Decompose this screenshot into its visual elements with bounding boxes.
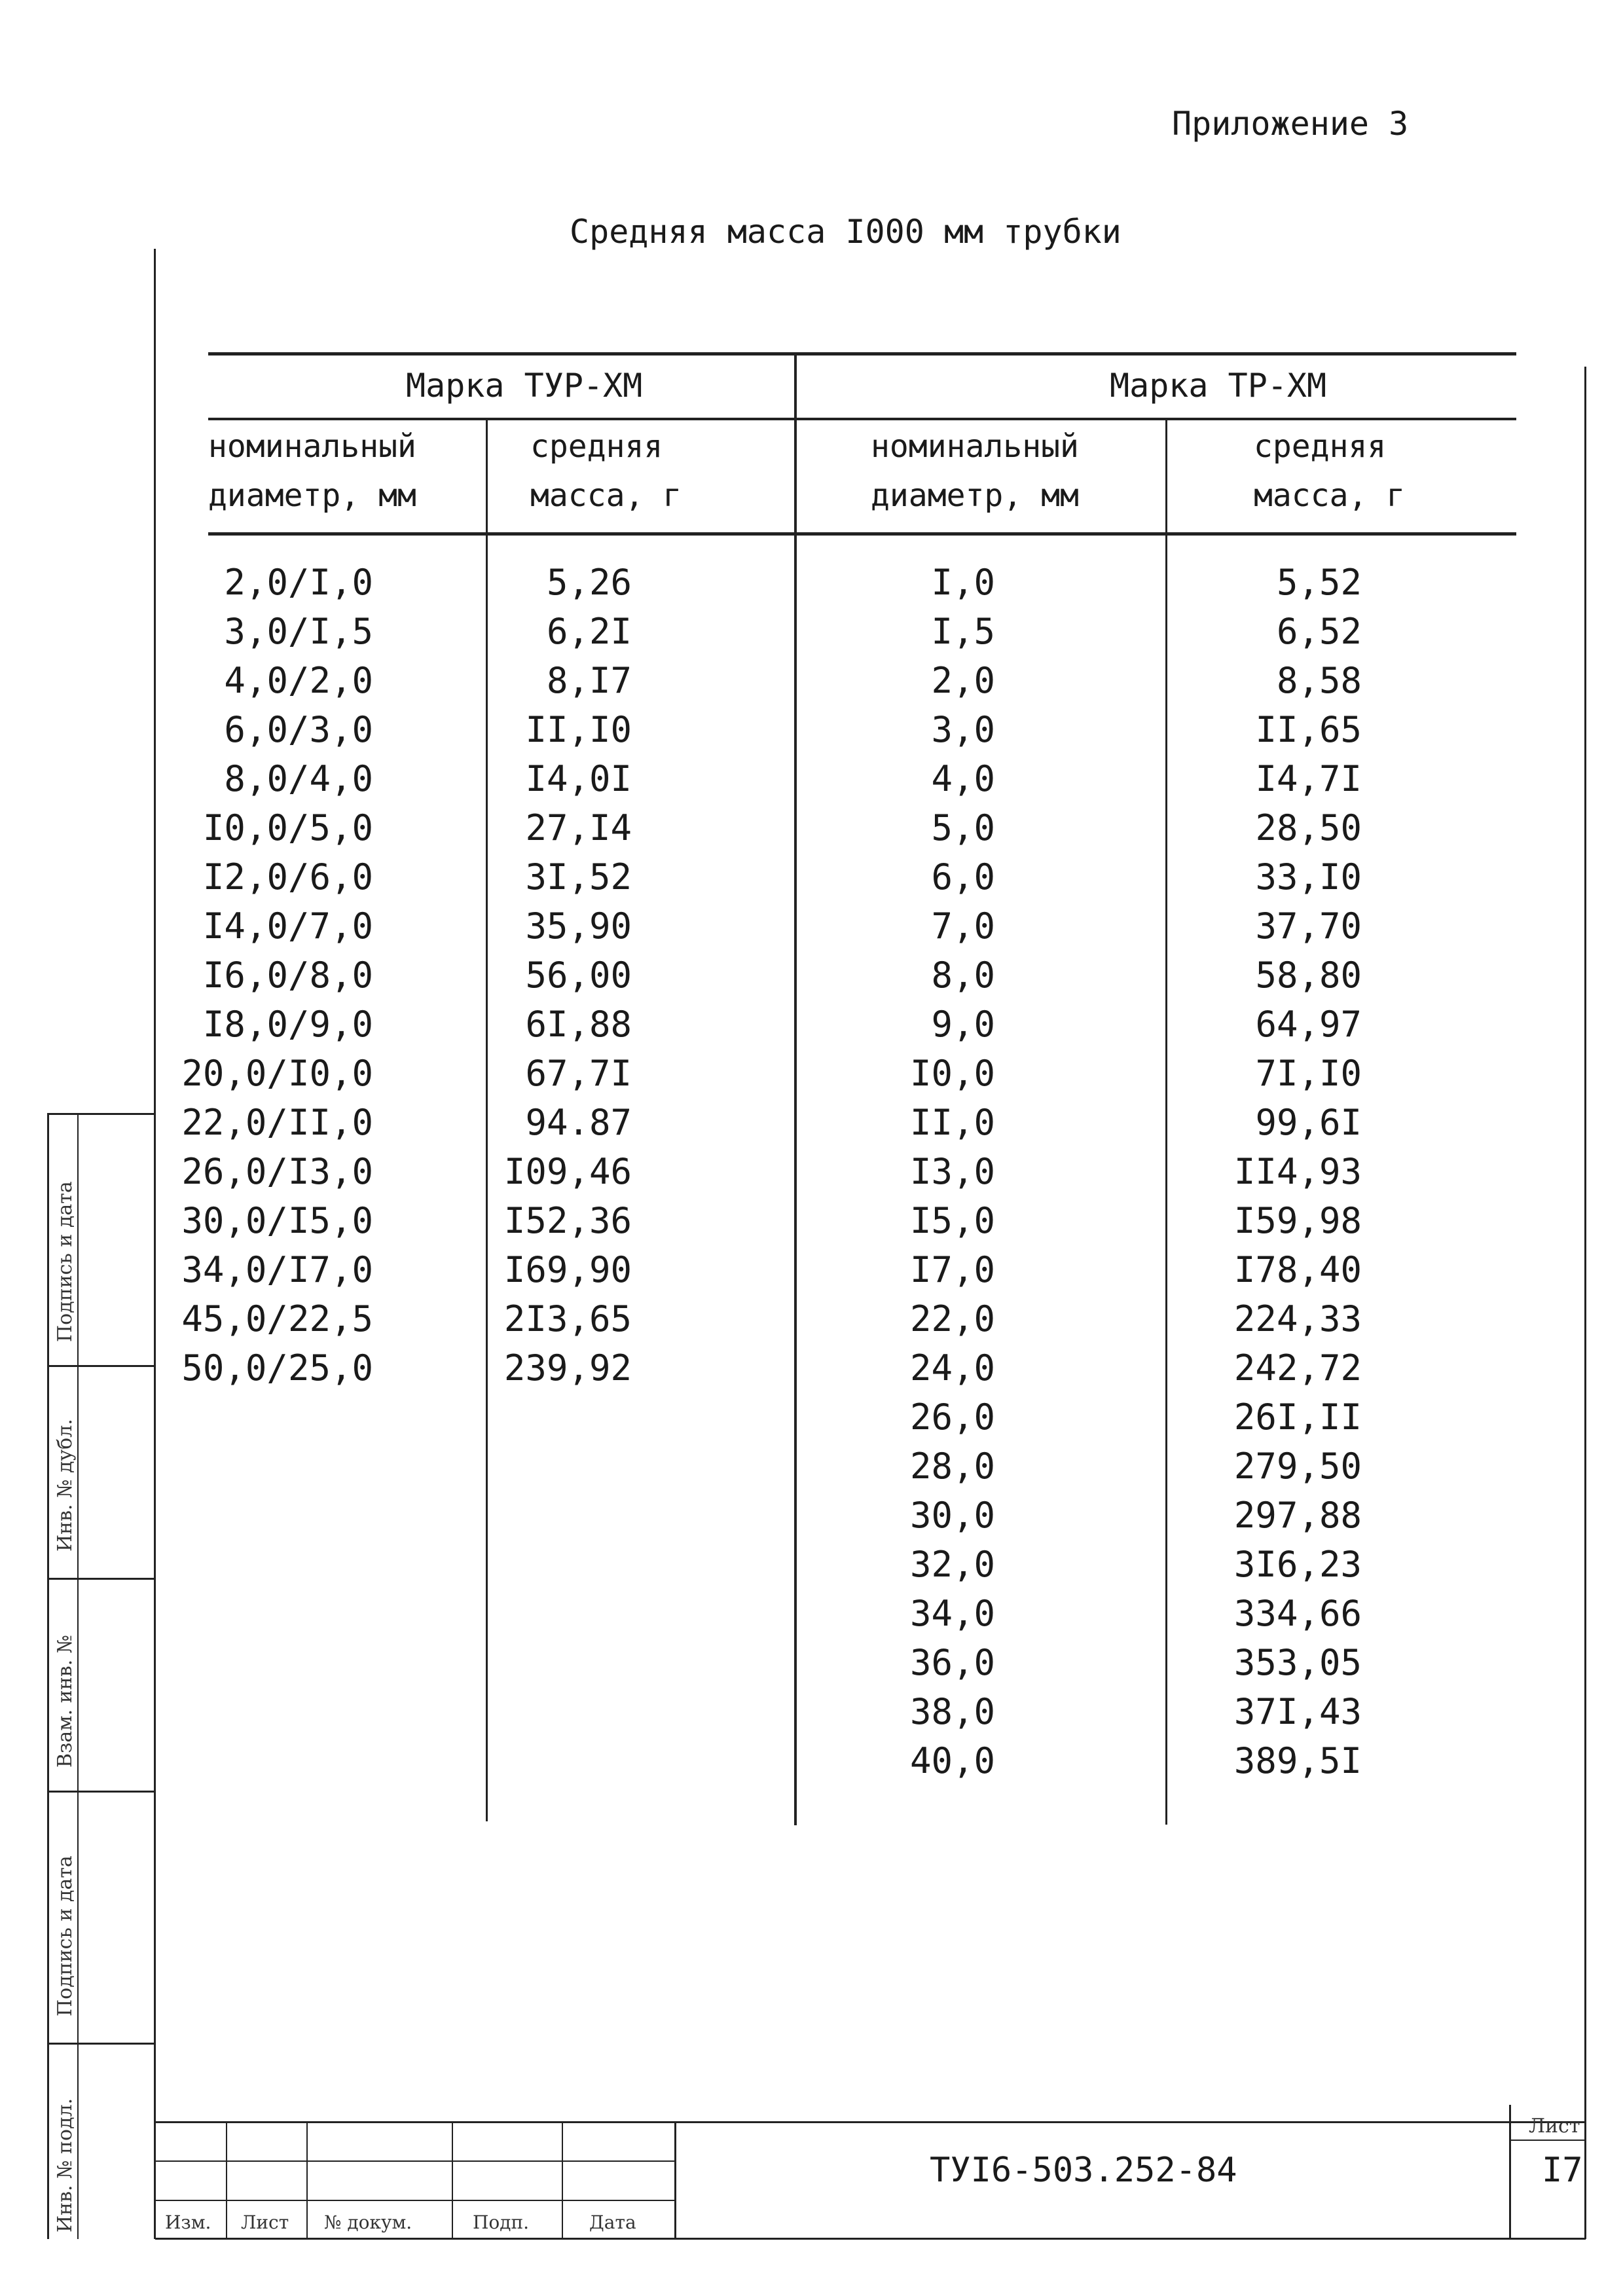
- stamp-label-document: № докум.: [324, 2212, 412, 2233]
- sheet-number: I7: [1542, 2151, 1583, 2190]
- tr-mass-cell: 3I6,23: [1233, 1544, 1362, 1585]
- tr-mass-cell: 334,66: [1233, 1593, 1362, 1634]
- document-code: ТУI6-503.252-84: [930, 2151, 1237, 2190]
- tur-mass-cell: I52,36: [503, 1200, 632, 1241]
- page-title: Средняя масса I000 мм трубки: [570, 213, 1122, 251]
- table-divider-right: [1165, 420, 1167, 1825]
- tr-mass-cell: II4,93: [1233, 1151, 1362, 1192]
- tur-diameter-cell: 50,0/25,0: [181, 1347, 373, 1389]
- tr-mass-cell: 224,33: [1233, 1298, 1362, 1339]
- tur-diameter-cell: 2,0/I,0: [224, 562, 373, 603]
- tr-diameter-cell: 28,0: [909, 1446, 995, 1487]
- tur-mass-cell: 2I3,65: [503, 1298, 632, 1339]
- group-header-rule: [208, 418, 1516, 420]
- column-header-line: номинальный: [208, 428, 416, 465]
- tur-diameter-cell: 45,0/22,5: [181, 1298, 373, 1339]
- column-header-tr-mass: [1254, 422, 1405, 520]
- tur-diameter-cell: 6,0/3,0: [224, 709, 373, 750]
- tur-diameter-cell: 30,0/I5,0: [181, 1200, 373, 1241]
- side-stamp-border: [154, 249, 156, 2239]
- tur-mass-cell: 56,00: [525, 955, 632, 996]
- tur-mass-cell: I4,0I: [525, 758, 632, 799]
- side-stamp-label: Подпись и дата: [54, 1181, 77, 1342]
- title-block-top-rule: [155, 2121, 1586, 2123]
- tr-diameter-cell: 24,0: [909, 1347, 995, 1389]
- tur-diameter-cell: 4,0/2,0: [224, 660, 373, 701]
- tur-diameter-cell: 8,0/4,0: [224, 758, 373, 799]
- tur-diameter-cell: 3,0/I,5: [224, 611, 373, 652]
- tr-diameter-cell: 6,0: [931, 856, 995, 898]
- tur-diameter-cell: 20,0/I0,0: [181, 1053, 373, 1094]
- tr-mass-cell: 242,72: [1233, 1347, 1362, 1389]
- tr-mass-cell: 389,5I: [1233, 1740, 1362, 1781]
- sheet-cell-border: [1509, 2105, 1511, 2239]
- tur-mass-cell: 35,90: [525, 905, 632, 947]
- column-header-tr-diameter: [871, 422, 1079, 520]
- column-header-tur-mass: [530, 422, 682, 520]
- tr-diameter-cell: 32,0: [909, 1544, 995, 1585]
- tur-diameter-cell: I4,0/7,0: [202, 905, 373, 947]
- tr-mass-cell: 37,70: [1255, 905, 1362, 947]
- title-block-bottom-rule: [155, 2238, 1586, 2240]
- tr-diameter-cell: I3,0: [909, 1151, 995, 1192]
- title-block-cell-border: [452, 2121, 453, 2238]
- tur-diameter-cell: 26,0/I3,0: [181, 1151, 373, 1192]
- sheet-cell-rule: [1509, 2140, 1586, 2141]
- tr-mass-cell: 33,I0: [1255, 856, 1362, 898]
- tr-mass-cell: 6,52: [1276, 611, 1362, 652]
- tr-diameter-cell: 3,0: [931, 709, 995, 750]
- tr-diameter-cell: 36,0: [909, 1642, 995, 1683]
- tr-mass-cell: II,65: [1255, 709, 1362, 750]
- side-stamp-inner-border: [77, 1113, 79, 2239]
- tr-mass-cell: 353,05: [1233, 1642, 1362, 1683]
- tr-mass-cell: 37I,43: [1233, 1691, 1362, 1732]
- tr-mass-cell: I59,98: [1233, 1200, 1362, 1241]
- tur-mass-cell: I69,90: [503, 1249, 632, 1290]
- tr-mass-cell: 58,80: [1255, 955, 1362, 996]
- tur-mass-cell: 6,2I: [546, 611, 632, 652]
- tur-diameter-cell: 34,0/I7,0: [181, 1249, 373, 1290]
- table-divider-left: [486, 420, 488, 1821]
- tur-mass-cell: 67,7I: [525, 1053, 632, 1094]
- tur-mass-cell: 5,26: [546, 562, 632, 603]
- tur-mass-cell: I09,46: [503, 1151, 632, 1192]
- tr-diameter-cell: I7,0: [909, 1249, 995, 1290]
- side-stamp-rule: [47, 1578, 155, 1580]
- side-stamp-rule: [47, 1113, 155, 1115]
- sheet-label: Лист: [1529, 2115, 1580, 2138]
- tr-mass-cell: 7I,I0: [1255, 1053, 1362, 1094]
- tr-diameter-cell: II,0: [909, 1102, 995, 1143]
- tr-diameter-cell: 5,0: [931, 807, 995, 848]
- column-header-line: номинальный: [871, 428, 1079, 465]
- tur-mass-cell: 3I,52: [525, 856, 632, 898]
- tr-mass-cell: 8,58: [1276, 660, 1362, 701]
- tur-diameter-cell: I0,0/5,0: [202, 807, 373, 848]
- column-header-line: средняя: [1254, 428, 1387, 465]
- tr-diameter-cell: I0,0: [909, 1053, 995, 1094]
- tr-diameter-cell: 4,0: [931, 758, 995, 799]
- stamp-label-sheet: Лист: [241, 2212, 289, 2233]
- title-block-row-rule: [155, 2200, 676, 2201]
- stamp-label-signature: Подп.: [473, 2212, 530, 2233]
- title-block-cell-border: [306, 2121, 308, 2238]
- tr-mass-cell: 64,97: [1255, 1004, 1362, 1045]
- title-block-cell-border: [562, 2121, 563, 2238]
- column-header-line: диаметр, мм: [871, 477, 1079, 514]
- tr-diameter-cell: 30,0: [909, 1495, 995, 1536]
- side-stamp-label: Инв. № дубл.: [54, 1419, 77, 1552]
- stamp-label-date: Дата: [589, 2212, 636, 2233]
- tr-mass-cell: 279,50: [1233, 1446, 1362, 1487]
- tr-diameter-cell: I5,0: [909, 1200, 995, 1241]
- tr-mass-cell: 28,50: [1255, 807, 1362, 848]
- tr-diameter-cell: 38,0: [909, 1691, 995, 1732]
- side-stamp-outer-border: [47, 1113, 49, 2239]
- side-stamp-label: Взам. инв. №: [54, 1634, 77, 1768]
- tur-diameter-cell: I2,0/6,0: [202, 856, 373, 898]
- table-divider-center: [794, 352, 797, 1825]
- side-stamp-label: Инв. № подл.: [54, 2098, 77, 2232]
- tr-mass-cell: 99,6I: [1255, 1102, 1362, 1143]
- tr-diameter-cell: 8,0: [931, 955, 995, 996]
- table-top-rule: [208, 352, 1516, 355]
- stamp-label-change: Изм.: [165, 2212, 211, 2233]
- tur-mass-cell: 27,I4: [525, 807, 632, 848]
- column-header-line: средняя: [530, 428, 663, 465]
- tr-diameter-cell: 9,0: [931, 1004, 995, 1045]
- tr-mass-cell: I4,7I: [1255, 758, 1362, 799]
- appendix-label: Приложение 3: [1172, 105, 1409, 143]
- title-block-cell-border: [674, 2121, 676, 2238]
- tr-diameter-cell: 7,0: [931, 905, 995, 947]
- tr-diameter-cell: I,5: [931, 611, 995, 652]
- column-header-rule: [208, 532, 1516, 536]
- tr-mass-cell: 297,88: [1233, 1495, 1362, 1536]
- column-header-tur-diameter: [208, 422, 416, 520]
- column-header-line: масса, г: [530, 477, 682, 514]
- tr-mass-cell: 5,52: [1276, 562, 1362, 603]
- tur-diameter-cell: I8,0/9,0: [202, 1004, 373, 1045]
- tur-mass-cell: 8,I7: [546, 660, 632, 701]
- title-block-row-rule: [155, 2160, 676, 2162]
- side-stamp-label: Подпись и дата: [54, 1855, 77, 2016]
- tur-mass-cell: 6I,88: [525, 1004, 632, 1045]
- tr-diameter-cell: 26,0: [909, 1396, 995, 1438]
- tr-mass-cell: I78,40: [1233, 1249, 1362, 1290]
- title-block-cell-border: [226, 2121, 227, 2238]
- tur-mass-cell: II,I0: [525, 709, 632, 750]
- tr-mass-cell: 26I,II: [1233, 1396, 1362, 1438]
- group-header-tr: Марка ТР-ХМ: [1110, 367, 1327, 405]
- tur-mass-cell: 94.87: [525, 1102, 632, 1143]
- page-frame-right: [1584, 367, 1586, 2239]
- tur-diameter-cell: 22,0/II,0: [181, 1102, 373, 1143]
- tur-mass-cell: 239,92: [503, 1347, 632, 1389]
- tr-diameter-cell: 34,0: [909, 1593, 995, 1634]
- tr-diameter-cell: I,0: [931, 562, 995, 603]
- tr-diameter-cell: 22,0: [909, 1298, 995, 1339]
- side-stamp-rule: [47, 2043, 155, 2045]
- side-stamp-rule: [47, 1365, 155, 1367]
- tur-diameter-cell: I6,0/8,0: [202, 955, 373, 996]
- column-header-line: масса, г: [1254, 477, 1406, 514]
- group-header-tur: Марка ТУР-ХМ: [406, 367, 643, 405]
- column-header-line: диаметр, мм: [208, 477, 416, 514]
- tr-diameter-cell: 40,0: [909, 1740, 995, 1781]
- side-stamp-rule: [47, 1791, 155, 1793]
- tr-diameter-cell: 2,0: [931, 660, 995, 701]
